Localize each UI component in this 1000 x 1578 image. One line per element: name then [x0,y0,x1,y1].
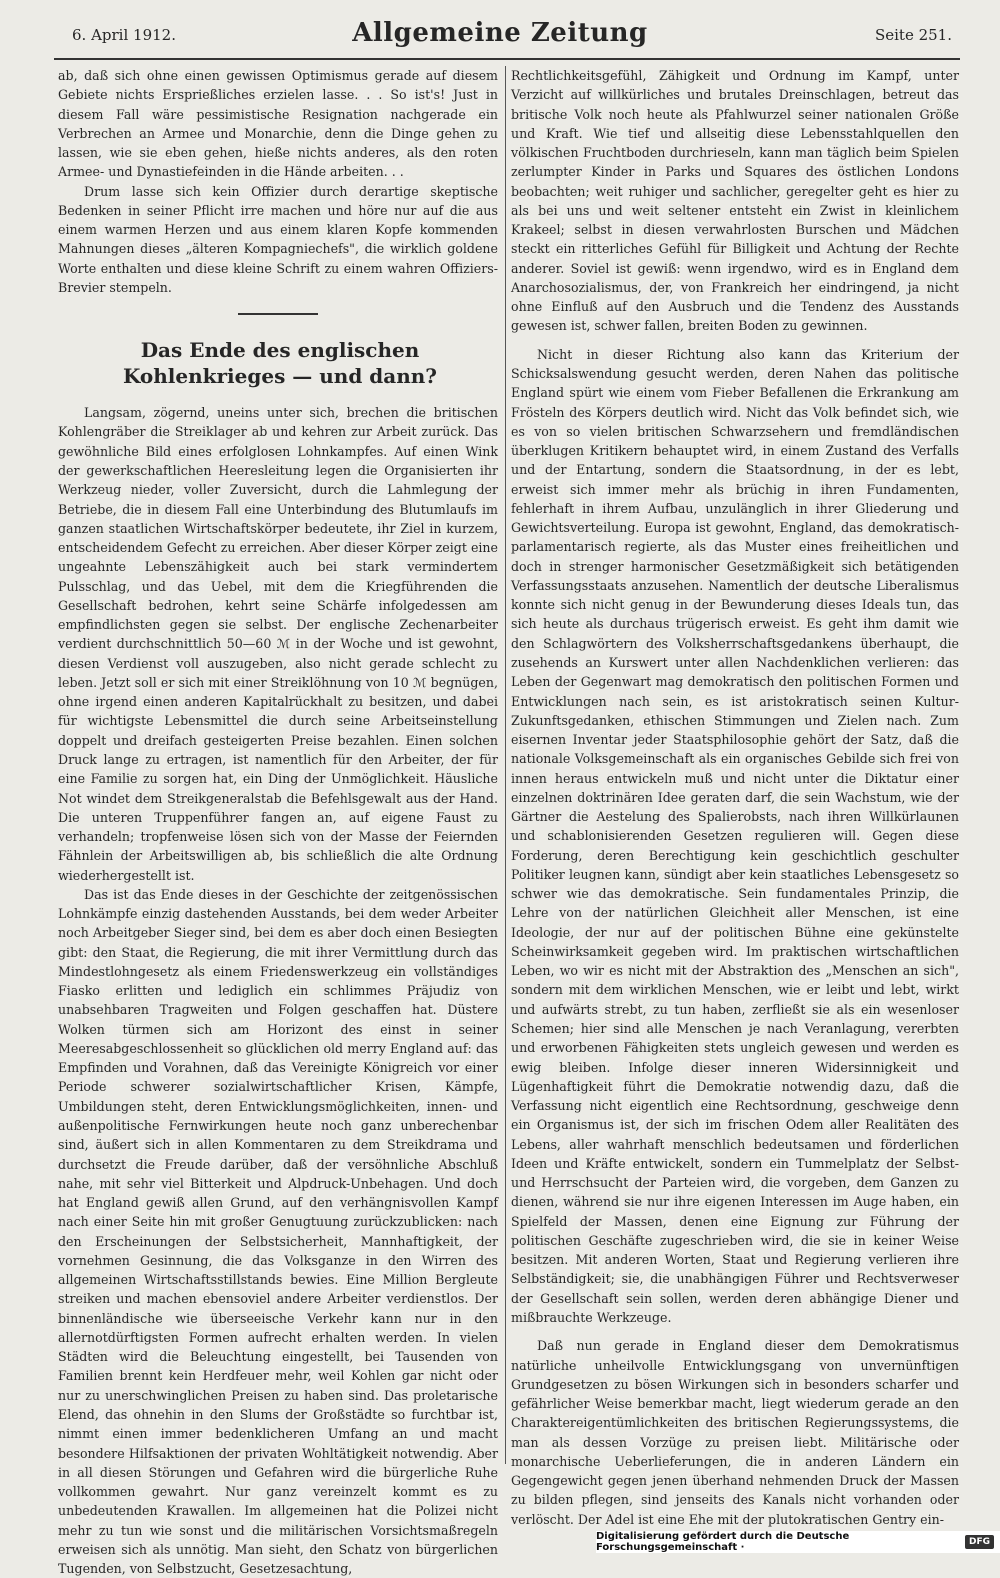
article-paragraph: Nicht in dieser Richtung also kann das Kriterium der Schicksalswendung gesucht werden, deren Nahen das politische England spürt wie einem vom Fieber Befallenen die Erkrankung am Frösteln des Körpers deutlich wird. Nicht das Volk befindet sich, wie es von so vielen britischen Schwarzsehern und fremdländischen überklugen Kritikern behauptet wird, in einem Zustand des Verfalls und der Entartung, sondern die Staatsordnung, in der es lebt, erweist sich immer mehr als brüchig in ihren Fundamenten, fehlerhaft in ihrem Aufbau, unzulänglich in ihrer Gliederung und Gewichtsverteilung. Europa ist gewohnt, England, das demokratisch-parlamentarisch regierte, als das Muster eines freiheitlichen und doch in strenger harmonischer Gesetzmäßigkeit sich betätigenden Verfassungsstaats anzusehen. Namentlich der deutsche Liberalismus konnte sich nicht genug in der Bewunderung dieses Ideals tun, das sich heute als durchaus trügerisch erweist. Es geht ihm damit wie den Schlagwörtern des Volksherrschaftsgedankens überhaupt, die zusehends an Kurswert unter allen Nachdenklichen verlieren: das Leben der Gegenwart mag demokratisch den politischen Formen und Entwicklungen nach sein, es ist aristokratisch seinen Kultur-Zukunftsgedanken, ethischen Stimmungen und Zielen nach. Zum eisernen Inventar jeder Staatsphilosophie gehört der Satz, daß die nationale Volksgemeinschaft als ein organisches Gebilde sich frei von innen heraus entwickeln muß und nicht unter die Diktatur einer einzelnen doktrinären Idee geraten darf, die sein Wachstum, wie der Gärtner die Aestelung des Spalierobsts, nach ihren Willkürlaunen und schablonisierenden Gesetzen regulieren will. Gegen diese Forderung, deren Berechtigung kein geschichtlich geschulter Politiker leugnen kann, sündigt aber kein staatliches Lebensgesetz so schwer wie das demokratische. Sein fundamentales Prinzip, die Lehre von der natürlichen Gleichheit aller Menschen, ist eine Ideologie, der nur auf der politischen Bühne eine gekünstelte Scheinwirksamkeit gegeben wird. Im praktischen wirtschaftlichen Leben, wo wir es nicht mit der Abstraktion des „Menschen an sich", sondern mit dem wirklichen Menschen, wie er leibt und lebt, wirkt und aufwärts strebt, zu tun haben, zerfließt sie als ein wesenloser Schemen; hier sind alle Menschen je nach Veranlagung, vererbten und erworbenen Fähigkeiten stets ungleich gewesen und werden es ewig bleiben. Infolge dieser inneren Widersinnigkeit und Lügenhaftigkeit führt die Demokratie notwendig dazu, daß die Verfassung nicht eigentlich eine Rechtsordnung, geschweige denn ein Organismus ist, der sich im frischen Odem aller Realitäten des Lebens, aller wahrhaft menschlich bedeutsamen und förderlichen Ideen und Kräfte entwickelt, sondern ein Tummelplatz der Selbst- und Herrschsucht der Parteien wird, die vorgeben, dem Ganzen zu dienen, während sie nur ihre eigenen Interessen im Auge haben, ein Spielfeld der Massen, denen eine Eignung zur Führung der politischen Geschäfte zugeschrieben wird, die sie in keiner Weise besitzen. Mit anderen Worten, Staat und Regierung verlieren ihre Selbständigkeit; sie, die unabhängigen Führer und Rechtsverweser der Gesellschaft sein sollen, werden deren abhängige Diener und mißbrauchte Werkzeuge. [511,346,959,1325]
left-column [58,66,498,1578]
article-paragraph: Daß nun gerade in England dieser dem Demokratismus natürliche unheilvolle Entwicklungsgang von unvernünftigen Grundgesetzen zu bösen Wirkungen sich in besonders scharfer und gefährlicher Weise bemerkbar macht, liegt wiederum gerade an den Charaktereigentümlichkeiten des britischen Regierungssystems, die man als dessen Vorzüge zu preisen liebt. Militärische oder monarchische Ueberlieferungen, die in anderen Ländern ein Gegengewicht gegen jenen überhand nehmenden Druck der Massen zu bilden pflegen, sind jenseits des Kanals nicht vorhanden oder verlöscht. Der Adel ist eine Ehe mit der plutokratischen Gentry ein- [511,1338,959,1527]
article-paragraph: Rechtlichkeitsgefühl, Zähigkeit und Ordnung im Kampf, unter Verzicht auf willkürliches und brutales Dreinschlagen, betreut das britische Volk noch heute als Pfahlwurzel seiner nationalen Größe und Kraft. Wie tief und allseitig diese Lebensstahlquellen den völkischen Fruchtboden durchrieseln, kann man täglich beim Spielen zerlumpter Kinder in Parks und Squares des östlichen Londons beobachten; weit ruhiger und sachlicher, geregelter geht es hier zu als bei uns und weit seltener entsteht ein Zwist in kleinlichem Krakeel; selbst in diesen verwahrlosten Burschen und Mädchen steckt ein ritterliches Gefühl für Billigkeit und Achtung der Rechte anderer. Soviel ist gewiß: wenn irgendwo, wird es in England dem Anarchosozialismus, der, von Frankreich her eindringend, ja nicht ohne Einfluß auf den Ausbruch und die Tendenz des Ausstands gewesen ist, schwer fallen, breiten Boden zu gewinnen. [511,68,959,334]
article-title: Das Ende des englischen Kohlenkrieges — und dann? [122,338,438,389]
right-column [511,66,959,1529]
credit-text: Digitalisierung gefördert durch die Deutsche Forschungsgemeinschaft · [596,1531,850,1553]
article-paragraph: Langsam, zögernd, uneins unter sich, brechen die britischen Kohlengräber die Streiklager ab und kehren zur Arbeit zurück. Das gewöhnliche Bild eines erfolglosen Lohnkampfes. Auf einen Wink der gewerkschaftlichen Heeresleitung legen die Organisierten ihr Werkzeug nieder, voller Zuversicht, durch die Lahmlegung der Betriebe, die in diesem Fall eine Unterbindung des Blutumlaufs im ganzen staatlichen Wirtschaftskörper bedeutete, ihr Ziel in kurzem, entscheidendem Gefecht zu erreichen. Aber dieser Körper zeigt eine ungeahnte Lebenszähigkeit auch bei stark vermindertem Pulsschlag, und das Uebel, mit dem die Kriegführenden die Gesellschaft bedrohen, kehrt seine Schärfe infolgedessen am empfindlichsten gegen sie selbst. Der englische Zechenarbeiter verdient durchschnittlich 50—60 ℳ in der Woche und ist gewohnt, diesen Verdienst voll auszugeben, also nicht gerade schlecht zu leben. Jetzt soll er sich mit einer Streiklöhnung von 10 ℳ begnügen, ohne irgend einen anderen Kapitalrückhalt zu besitzen, und dabei für wichtigste Lebensmittel die durch seine Arbeitseinstellung doppelt und dreifach gesteigerten Preise bezahlen. Einen solchen Druck lange zu ertragen, ist namentlich für den Arbeiter, der für eine Familie zu sorgen hat, ein Ding der Unmöglichkeit. Häusliche Not windet dem Streikgeneralstab die Befehlsgewalt aus der Hand. Die unteren Truppenführer fangen an, auf eigene Faust zu verhandeln; tropfenweise lösen sich von der Masse der Feiernden Fähnlein der Arbeitswilligen ab, bis schließlich die alte Ordnung wiederhergestellt ist. [58,405,498,883]
header-rule [54,58,960,60]
digitization-credit [596,1531,1000,1553]
intro-paragraph: ab, daß sich ohne einen gewissen Optimismus gerade auf diesem Gebiete nichts Ersprießliches erzielen lasse. . . So ist's! Just in diesem Fall wäre pessimistische Resignation nachgerade ein Verbrechen an Armee und Monarchie, denn die Dinge gehen zu lassen, wie sie eben gehen, hieße nichts anderes, als den roten Armee- und Dynastiefeinden in die Hände arbeiten. . . [58,68,498,180]
page-header [0,0,1000,56]
column-divider [505,66,506,1464]
issue-date: 6. April 1912. [72,26,176,44]
intro-paragraph: Drum lasse sich kein Offizier durch derartige skeptische Bedenken in seiner Pflicht irre machen und höre nur auf die aus einem warmen Herzen und aus einem klaren Kopfe kommenden Mahnungen dieses „älteren Kompagniechefs", die wirklich goldene Worte enthalten und diese kleine Schrift zu einem wahren Offiziers-Brevier stempeln. [58,183,498,295]
page-number: Seite 251. [874,26,952,44]
article-paragraph: Das ist das Ende dieses in der Geschichte der zeitgenössischen Lohnkämpfe einzig dastehenden Ausstands, bei dem weder Arbeiter noch Arbeitgeber Sieger sind, bei dem es aber doch einen Besiegten gibt: den Staat, die Regierung, die mit ihrer Vermittlung durch das Mindestlohngesetz als einem Friedenswerkzeug ein vollständiges Fiasko erlitten und lediglich ein schlimmes Präjudiz von unabsehbaren Tragweiten und Folgen geschaffen hat. Düstere Wolken türmen sich am Horizont des einst in seiner Meeresabgeschlossenheit so glücklichen old merry England auf: das Empfinden und Vorahnen, daß das Vereinigte Königreich vor einer Periode schwerer sozialwirtschaftlicher Krisen, Kämpfe, Umbildungen steht, deren Entwicklungsmöglichkeiten, innen- und außenpolitische Fernwirkungen heute noch ganz unberechenbar sind, äußert sich in allen Kommentaren zu dem Streikdrama und durchsetzt die Freude darüber, daß der versöhnliche Abschluß nahe, mit sehr viel Bitterkeit und Alpdruck-Unbehagen. Und doch hat England gewiß allen Grund, auf den verhängnisvollen Kampf nach einer Seite hin mit großer Genugtuung zurückzublicken: nach den Erscheinungen der Selbstsicherheit, Mannhaftigkeit, der vornehmen Gesinnung, die das Volksganze in den Wirren des allgemeinen Wirtschaftsstillstands bewies. Eine Million Bergleute streiken und machen ebensoviel andere Arbeiter verdienstlos. Der binnenländische wie überseeische Verkehr kann nur in den allernotdürftigsten Formen aufrecht erhalten werden. In vielen Städten wird die Beleuchtung eingestellt, bei Tausenden von Familien brennt kein Herdfeuer mehr, weil Kohlen gar nicht oder nur zu unerschwinglichen Preisen zu haben sind. Das proletarische Elend, das ohnehin in den Slums der Großstädte so furchtbar ist, nimmt einen immer bedenklicheren Umfang an und macht besondere Hilfsaktionen der privaten Wohltätigkeit notwendig. Aber in all diesen Störungen und Gefahren wird die bürgerliche Ruhe vollkommen gewahrt. Nur ganz vereinzelt kommt es zu unbedeutenden Krawallen. Im allgemeinen hat die Polizei nicht mehr zu tun wie sonst und die militärischen Vorsichtsmaßregeln erweisen sich als unnötig. Man sieht, den Schatz von bürgerlichen Tugenden, von Selbstzucht, Gesetzesachtung, [58,886,498,1577]
newspaper-title: Allgemeine Zeitung [352,18,648,48]
dfg-logo-icon: DFG [965,1535,994,1549]
section-separator [238,313,318,315]
